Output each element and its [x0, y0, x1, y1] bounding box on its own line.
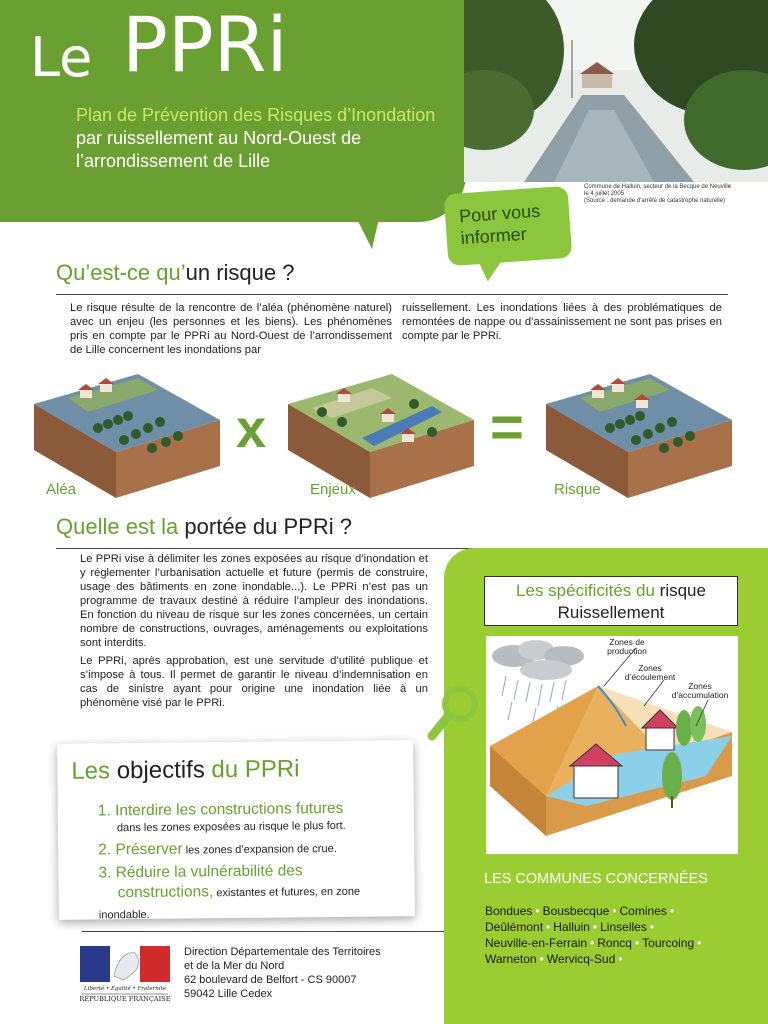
objective-item-2: [98, 837, 398, 861]
subtitle-rest: par ruissellement au Nord-Ouest de l’arrondissement de Lille: [76, 128, 362, 171]
objectives-title-green1: Les: [71, 757, 117, 785]
footer-line4: 59042 Lille Cedex: [184, 988, 273, 1000]
section-portee-title-rest: portée du PPRi ?: [184, 514, 352, 539]
logo-motto: Liberté • Égalité • Fraternité: [83, 986, 167, 992]
label-alea: Aléa: [46, 481, 77, 498]
inform-bubble: [444, 186, 573, 266]
photo-caption-line2: le 4 juillet 2005: [584, 191, 625, 197]
objective-1-title: 1. Interdire les constructions futures: [97, 799, 344, 820]
label-enjeux: Enjeux: [310, 481, 356, 498]
page-subtitle: [76, 104, 446, 173]
commune-item: Comines: [619, 904, 667, 918]
footer-address: [184, 945, 381, 1001]
footer-line1: Direction Départementale des Territoires: [184, 946, 381, 958]
label-risque: Risque: [554, 481, 601, 498]
inform-text: [458, 200, 542, 250]
specificites-box: [484, 576, 738, 626]
objective-1-sub: dans les zones exposées au risque le plus fort.: [116, 819, 346, 835]
inform-line1: Pour vous: [458, 200, 541, 227]
title-le: Le: [30, 26, 93, 89]
footer-line2: et de la Mer du Nord: [184, 960, 285, 972]
communes-list: Bondues • Bousbecque • Comines • Deûlémont • Halluin • Linselles • Neuville-en-Ferrain • Roncq • Tourcoing • Warneton • Wervicq-Sud •: [485, 904, 702, 966]
inform-line2: informer: [460, 223, 528, 249]
operator-equals: =: [490, 395, 524, 460]
header-bubble-tail: [350, 205, 382, 249]
photo-caption-line1: Commune de Halluin, secteur de la Becque de Neuville: [584, 184, 732, 190]
portee-paragraph-1: Le PPRi vise à délimiter les zones exposées au risque d’inondation et y réglementer l’urbanisation actuelle et future (permis de construire, usage des bâtiments en zone inondable...). Le PPRi n’est pas un programme de travaux destiné à réduire l’ampleur des inondations. En fonction du niveau de risque sur les zones concernées, un certain nombre de constructions, ouvrages, aménagements ou exploitations sont interdits.: [80, 553, 428, 649]
objective-item-1: [98, 798, 398, 836]
runoff-diagram: [486, 636, 738, 854]
objectives-title: [71, 755, 299, 785]
section-risque-title-green: Qu’est-ce qu’: [56, 260, 186, 285]
section-portee-title-green: Quelle est la: [56, 514, 185, 539]
operator-times: x: [236, 399, 267, 459]
objective-3-title-b: constructions,: [117, 883, 214, 902]
commune-item: Neuville-en-Ferrain: [485, 936, 588, 950]
objective-3-sub: existantes et futures, en zone inondable.: [98, 885, 361, 922]
photo-caption-line3: (Source : demande d’arrêté de catastrophe naturelle): [584, 198, 726, 204]
objectives-card: [57, 740, 415, 920]
footer-line3: 62 boulevard de Belfort - CS 90007: [184, 974, 357, 986]
section-portee-title: [56, 514, 352, 540]
flood-photo-image: [464, 0, 768, 182]
photo-caption: [584, 184, 768, 205]
title-ppri: PPRi: [122, 0, 288, 89]
section-risque-title-rest: un risque ?: [185, 260, 295, 285]
objectives-title-green2: du PPRi: [204, 755, 300, 784]
specificites-line2: Ruissellement: [557, 603, 665, 622]
republique-francaise-logo: [80, 946, 170, 1004]
objective-item-3: [98, 860, 399, 925]
diagram-label-production: Zones de production: [607, 637, 647, 656]
flood-photo: [464, 0, 768, 182]
section-risque-rule: [56, 294, 728, 295]
communes-title: LES COMMUNES CONCERNÉES: [484, 871, 708, 887]
section-risque-title: [56, 260, 294, 286]
commune-item: Bousbecque: [542, 904, 610, 918]
objective-2-title: 2. Préserver: [98, 840, 183, 859]
objectives-title-rest: objectifs: [116, 756, 205, 785]
footer-rule: [82, 931, 444, 932]
commune-item: Halluin: [553, 920, 590, 934]
commune-item: Roncq: [597, 936, 632, 950]
specificites-line1-rest: risque: [654, 581, 706, 600]
commune-item: Bondues: [485, 904, 533, 918]
commune-item: Warneton: [485, 952, 537, 966]
commune-item: Linselles: [600, 920, 647, 934]
specificites-line1-green: Les spécificités du: [516, 581, 655, 600]
logo-name: RÉPUBLIQUE FRANÇAISE: [80, 995, 170, 1003]
portee-paragraph-2: Le PPRi, après approbation, est une servitude d’utilité publique et s’impose à tous. Il permet de garantir le niveau d’indemnisation en cas de sinistre ayant pour origine une inondation liée à un phénomène visé par le PPRi.: [80, 655, 428, 709]
inform-bubble-tail: [476, 254, 508, 282]
commune-item: Deûlémont: [485, 920, 544, 934]
objective-3-title-a: 3. Réduire la vulnérabilité des: [98, 862, 303, 882]
specificites-line1: [485, 581, 737, 601]
commune-item: Tourcoing: [642, 936, 695, 950]
section-risque-col2: ruissellement. Les inondations liées à des problématiques de remontées de nappe ou d’assainissement ne sont pas prises en compte par le PPRi.: [402, 302, 722, 342]
objectives-list: [98, 798, 399, 925]
commune-item: Wervicq-Sud: [546, 952, 616, 966]
objective-2-sub: les zones d’expansion de crue.: [182, 842, 337, 857]
section-risque-col1: Le risque résulte de la rencontre de l’aléa (phénomène naturel) avec un enjeu (les personnes et les biens). Les phénomènes pris en compte par le PPRi au Nord-Ouest de l’arrondissement de Lille concernent les inondations par: [70, 302, 392, 356]
diagram-label-accumulation: Zones d’accumulation: [671, 681, 729, 700]
subtitle-accent: Plan de Prévention des Risques d’Inondation: [76, 105, 436, 125]
diagram-label-ecoulement: Zones d’écoulement: [624, 663, 676, 682]
magnifier-icon: [424, 682, 484, 746]
